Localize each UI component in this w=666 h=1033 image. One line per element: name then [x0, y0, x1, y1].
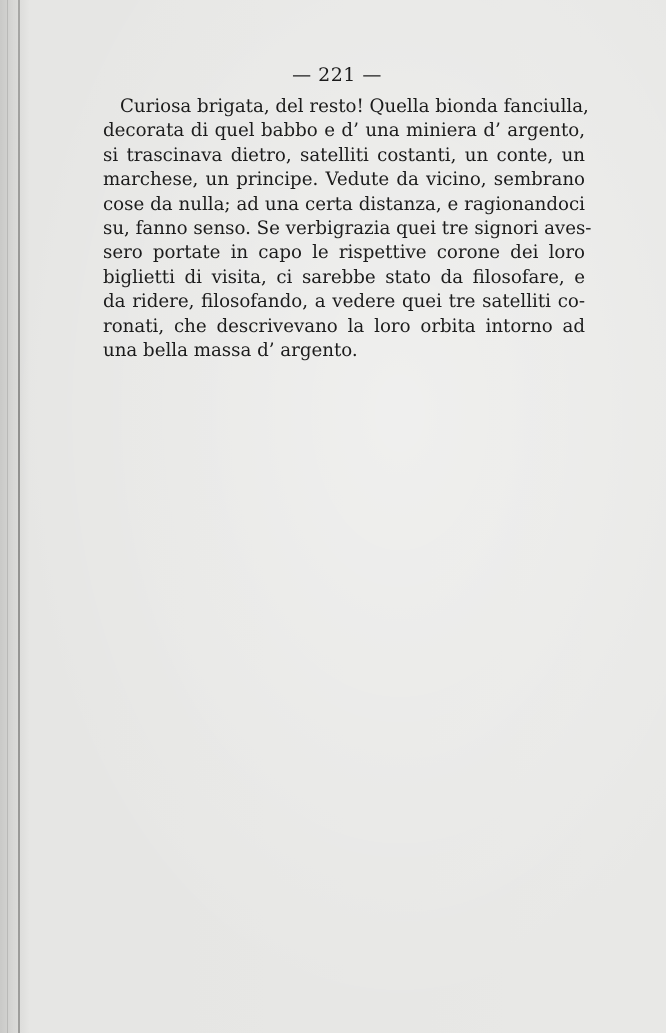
text-line: decorata di quel babbo e d’ una miniera d’ argento,	[103, 120, 585, 142]
text-line: marchese, un principe. Vedute da vicino, sembrano	[103, 169, 585, 191]
page-edge-shadow	[7, 0, 8, 1033]
text-line: ronati, che descrivevano la loro orbita intorno ad	[103, 315, 585, 337]
text-line: si trascinava dietro, satelliti costanti, un conte, un	[103, 144, 585, 166]
text-line: biglietti di visita, ci sarebbe stato da filosofare, e	[103, 266, 585, 288]
paragraph	[103, 95, 592, 363]
page-number: — 221 —	[292, 64, 382, 86]
text-line: sero portate in capo le rispettive corone dei loro	[103, 242, 585, 264]
binding-line	[18, 0, 20, 1033]
text-line: su, fanno senso. Se verbigrazia quei tre signori aves-	[103, 218, 592, 240]
text-line: Curiosa brigata, del resto! Quella bionda fanciulla,	[120, 96, 589, 117]
text-line: da ridere, filosofando, a vedere quei tre satelliti co-	[103, 291, 585, 313]
text-line: cose da nulla; ad una certa distanza, e ragionandoci	[103, 193, 585, 215]
text-line: una bella massa d’ argento.	[103, 340, 358, 362]
